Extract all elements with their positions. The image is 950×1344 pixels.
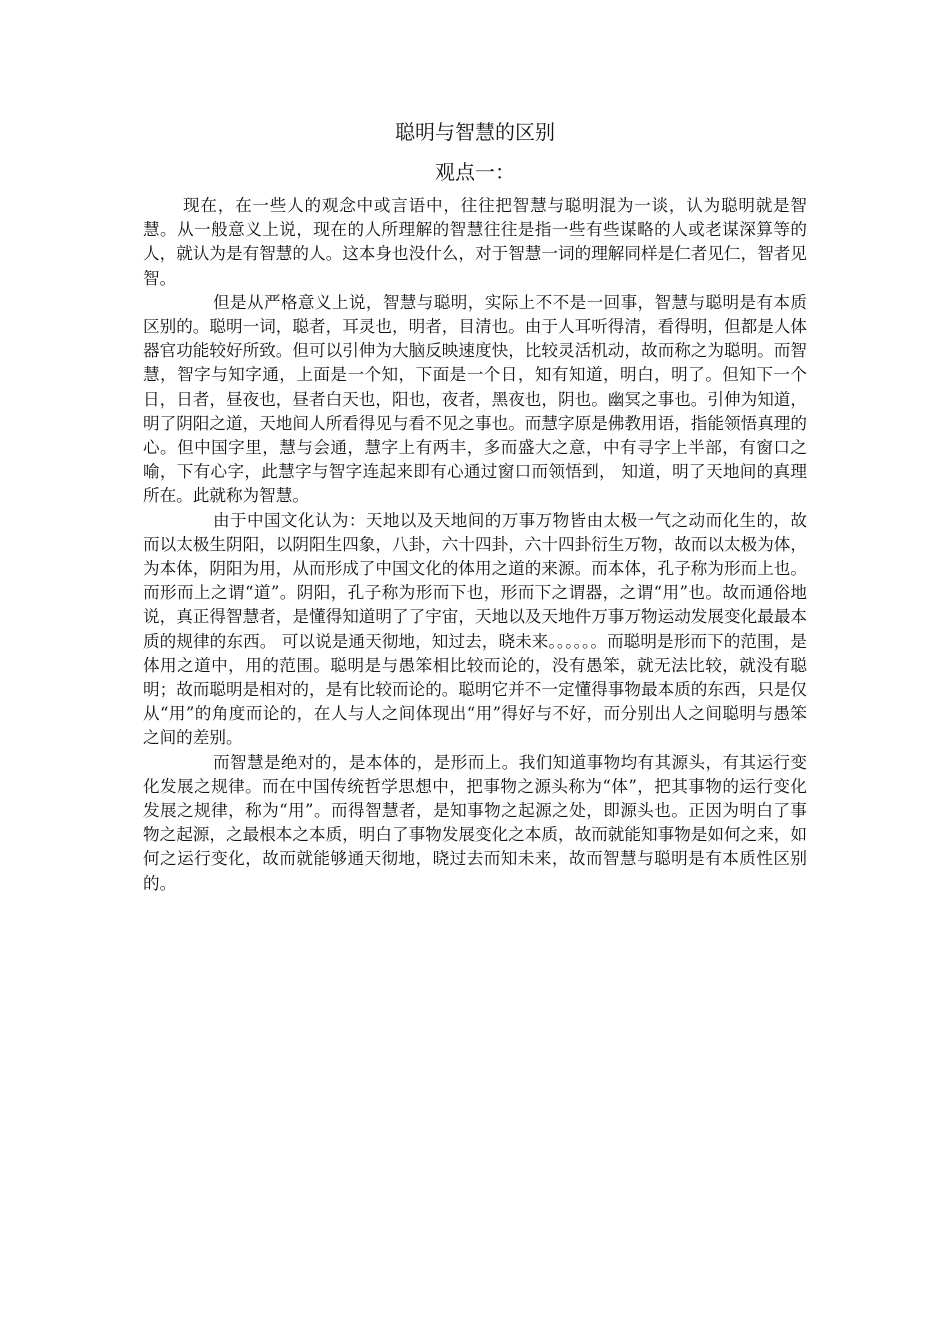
document-page [143, 118, 807, 896]
paragraph-3: 由于中国文化认为：天地以及天地间的万事万物皆由太极一气之动而化生的，故而以太极生阴阳，以阴阳生四象，八卦，六十四卦，六十四卦衍生万物，故而以太极为体，为本体，阴阳为用，从而形成了中国文化的体用之道的来源。而本体，孔子称为形而上也。而形而上之谓“道”。阴阳，孔子称为形而下也，形而下之谓器，之谓“用”也。故而通俗地说，真正得智慧者，是懂得知道明了了宇宙，天地以及天地件万事万物运动发展变化最最本质的规律的东西。 可以说是通天彻地，知过去，晓未来。。。。。。而聪明是形而下的范围，是体用之道中，用的范围。聪明是与愚笨相比较而论的，没有愚笨，就无法比较，就没有聪明；故而聪明是相对的，是有比较而论的。聪明它并不一定懂得事物最本质的东西，只是仅从“用”的角度而论的，在人与人之间体现出“用”得好与不好，而分别出人之间聪明与愚笨之间的差别。 [143, 510, 807, 748]
paragraph-4: 而智慧是绝对的，是本体的，是形而上。我们知道事物均有其源头，有其运行变化发展之规律。而在中国传统哲学思想中，把事物之源头称为“体”，把其事物的运行变化发展之规律，称为“用”。而得智慧者，是知事物之起源之处，即源头也。正因为明白了事物之起源，之最根本之本质，明白了事物发展变化之本质，故而就能知事物是如何之来，如何之运行变化，故而就能够通天彻地，晓过去而知未来，故而智慧与聪明是有本质性区别的。 [143, 752, 807, 893]
paragraph-2: 但是从严格意义上说，智慧与聪明，实际上不不是一回事，智慧与聪明是有本质区别的。聪明一词，聪者，耳灵也，明者，目清也。由于人耳听得清，看得明，但都是人体器官功能较好所致。但可以引伸为大脑反映速度快，比较灵活机动，故而称之为聪明。而智慧，智字与知字通，上面是一个知，下面是一个日，知有知道，明白，明了。但知下一个日，日者，昼夜也，昼者白天也，阳也，夜者，黑夜也，阴也。幽冥之事也。引伸为知道，明了阴阳之道，天地间人所看得见与看不见之事也。而慧字原是佛教用语，指能领悟真理的心。但中国字里，慧与会通，慧字上有两丰，多而盛大之意，中有寻字上半部，有窗口之喻，下有心字，此慧字与智字连起来即有心通过窗口而领悟到， 知道，明了天地间的真理所在。此就称为智慧。 [143, 292, 807, 506]
document-title: 聪明与智慧的区别 [395, 120, 555, 144]
paragraph-1: 现在，在一些人的观念中或言语中，往往把智慧与聪明混为一谈，认为聪明就是智慧。从一般意义上说，现在的人所理解的智慧往往是指一些有些谋略的人或老谋深算等的人，就认为是有智慧的人。这本身也没什么，对于智慧一词的理解同样是仁者见仁，智者见智。 [143, 196, 807, 288]
document-subtitle: 观点一： [435, 160, 515, 184]
